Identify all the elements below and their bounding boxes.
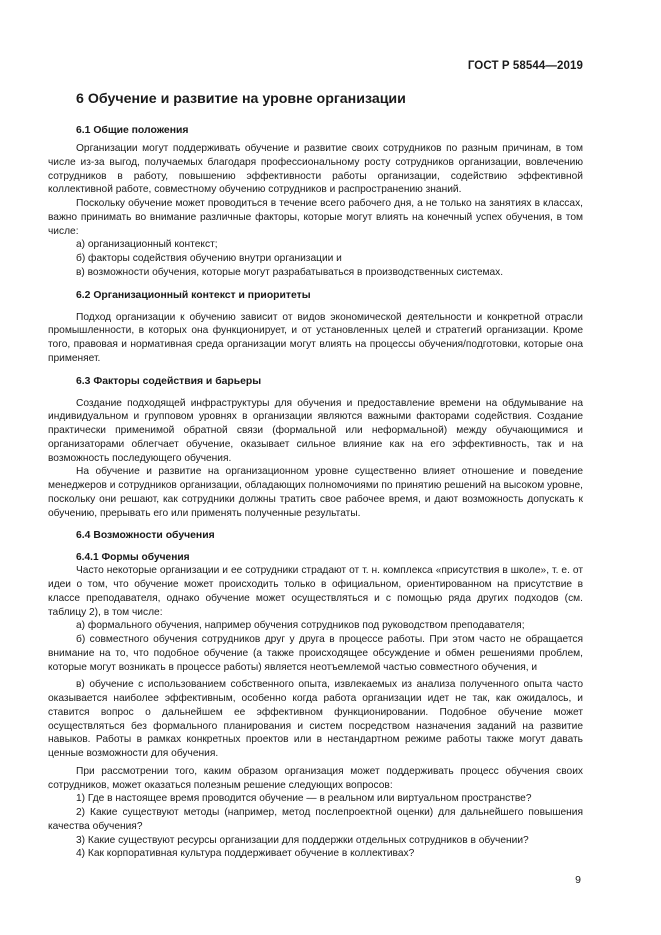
question-item: 3) Какие существуют ресурсы организации для поддержки отдельных сотрудников в обучении? [76,834,529,846]
paragraph: На обучение и развитие на организационном уровне существенно влияет отношение и поведение менеджеров и сотрудников организации, обладающих полномочиями по принятию решений на высоком уровне, поскольку они решают, как сотрудники должны тратить свое рабочее время, и дают возможность допускать к обучению, прерывать его или применять полученные результаты. [48,466,583,519]
list-item: в) возможности обучения, которые могут разрабатываться в производственных системах. [76,266,504,278]
list-item: в) обучение с использованием собственного опыта, извлекаемых из анализа полученного опыта часто оказывается наиболее эффективным, особенно когда работа организации идет не так, как ожидалось, и ставится вопрос о дальнейшем ее эффективном функционировании. Подобное обучение может осуществляться без формального планирования и систем посредством назначения заданий на развитие навыков. Работы в рамках конкретных проектов или в нестандартном режиме работы также могут давать ценные возможности для обучения. [48,679,583,759]
subsection-title-6-3: 6.3 Факторы содействия и барьеры [76,375,262,387]
question-item: 1) Где в настоящее время проводится обучение — в реальном или виртуальном пространстве? [76,793,532,805]
paragraph: Поскольку обучение может проводиться в течение всего рабочего дня, а не только на занятиях в классах, важно принимать во внимание различные факторы, которые могут влиять на конечный успех обучения, в том числе: [48,198,583,237]
paragraph: Организации могут поддерживать обучение и развитие своих сотрудников по разным причинам, в том числе из-за выгод, получаемых благодаря профессиональному росту сотрудников организации, вовлечению сотрудников в работу, повышению эффективности работы организации, содействию эффективной коллективной работе, совместному обучению сотрудников и распространению знаний. [48,143,583,196]
paragraph: Часто некоторые организации и ее сотрудники страдают от т. н. комплекса «присутствия в школе», т. е. от идеи о том, что обучение может происходить только в официальном, ориентированном на присутствие в классе преподавателя, однако обучение может осуществляться и с помощью ряда других подходов (см. таблицу 2), в том числе: [48,565,583,618]
list-item: б) факторы содействия обучению внутри организации и [76,253,342,264]
subsection-title-6-2: 6.2 Организационный контекст и приоритеты [76,289,311,301]
page-number: 9 [575,874,581,886]
question-item: 4) Как корпоративная культура поддерживает обучение в коллективах? [76,848,415,860]
standard-header: ГОСТ Р 58544—2019 [467,60,583,72]
list-item: а) формального обучения, например обучения сотрудников под руководством преподавателя; [76,620,525,632]
list-item: б) совместного обучения сотрудников друг у друга в процессе работы. При этом часто не обращается внимание на то, что подобное обучение (а также происходящее обсуждение и обмен решениями проблем, которые могут возникать в процессе работы) является неотъемлемой частью совместного обучения, и [48,634,583,673]
subsection-title-6-4: 6.4 Возможности обучения [76,530,215,542]
page-content [48,90,583,861]
subsection-title-6-1: 6.1 Общие положения [76,125,189,136]
list-item: а) организационный контекст; [76,239,218,251]
paragraph: Создание подходящей инфраструктуры для обучения и предоставление времени на обдумывание на индивидуальном и групповом уровнях в организации являются важными факторами содействия. Создание практически применимой обратной связи (формальной или неформальной) между обучающимися и организаторами облегчает обучение, оказывает сильное влияние как на его эффективность, так и на возможность последующего обучения. [48,397,583,464]
paragraph: При рассмотрении того, каким образом организация может поддерживать процесс обучения своих сотрудников, может оказаться полезным решение следующих вопросов: [48,765,583,791]
question-item: 2) Какие существуют методы (например, метод послепроектной оценки) для дальнейшего повышения качества обучения? [48,807,583,832]
section-title: 6 Обучение и развитие на уровне организации [76,91,406,107]
paragraph: Подход организации к обучению зависит от видов экономической деятельности и конкретной отрасли промышленности, в которых она функционирует, и от установленных целей и стратегий организации. Кроме того, правовая и нормативная среда организации могут влиять на процессы обучения/подготовки, которые она применяет. [48,311,583,364]
subsection-title-6-4-1: 6.4.1 Формы обучения [76,552,190,564]
